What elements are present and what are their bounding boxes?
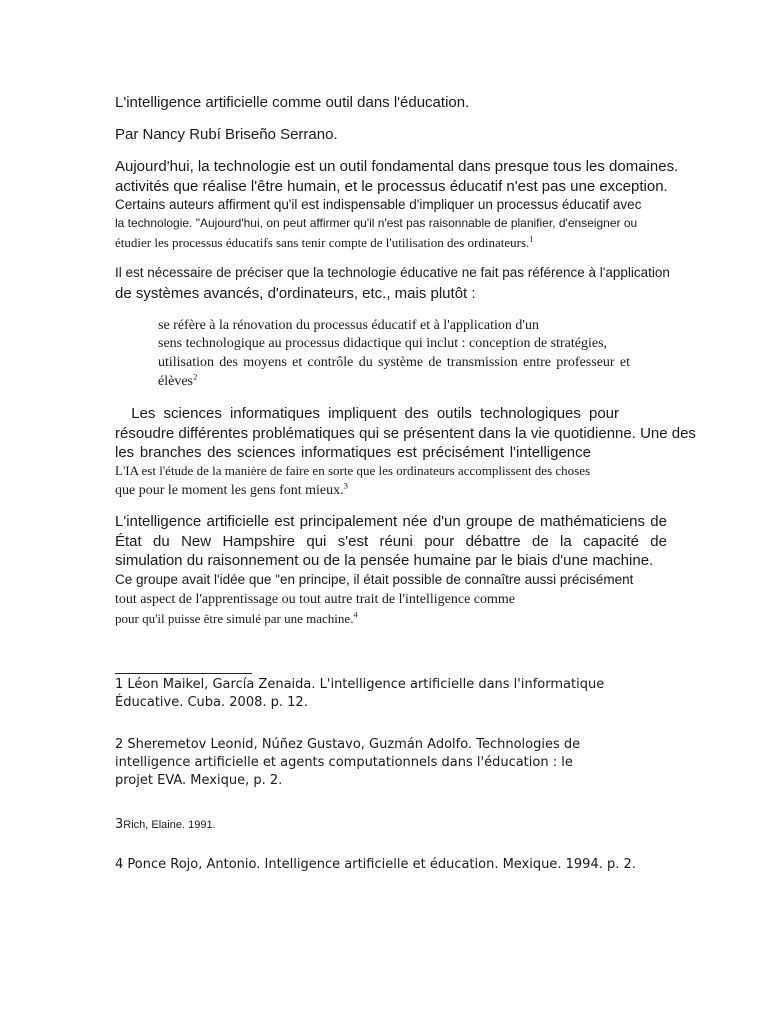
para4-line3: simulation du raisonnement ou de la pensée humaine par le biais d'une machine. <box>115 552 654 569</box>
para1-line2: activités que réalise l'être humain, et le processus éducatif n'est pas une exception. <box>115 178 668 195</box>
para2-line2: de systèmes avancés, d'ordinateurs, etc., mais plutôt : <box>115 285 476 302</box>
para4-line6-text: pour qu'il puisse être simulé par une machine. <box>115 611 354 626</box>
para3-line4: L'IA est l'étude de la manière de faire en sorte que les ordinateurs accomplissent des choses <box>115 463 591 478</box>
para1-line4: la technologie. "Aujourd'hui, on peut affirmer qu'il n'est pas raisonnable de planifier, d'enseigner ou <box>115 216 638 230</box>
para1-line3: Certains auteurs affirment qu'il est indispensable d'impliquer un processus éducatif avec <box>115 197 642 212</box>
footnote-4: 4 Ponce Rojo, Antonio. Intelligence artificielle et éducation. Mexique. 1994. p. 2. <box>115 857 636 872</box>
footnote-ref-3: 3 <box>343 480 348 491</box>
para1-line1: Aujourd'hui, la technologie est un outil fondamental dans presque tous les domaines. <box>115 158 679 175</box>
para1-line5-text: étudier les processus éducatifs sans tenir compte de l'utilisation des ordinateurs. <box>115 235 530 250</box>
para4-line6 <box>115 611 357 627</box>
quote-line1: se réfère à la rénovation du processus éducatif et à l'application d'un <box>158 318 539 333</box>
para2-line1: Il est nécessaire de préciser que la technologie éducative ne fait pas référence à l'application <box>115 265 670 280</box>
author-line: Par Nancy Rubí Briseño Serrano. <box>115 126 338 143</box>
para3-line3: les branches des sciences informatiques est précisément l'intelligence <box>115 444 591 461</box>
para1-line5 <box>115 235 533 251</box>
footnote-3-number: 3 <box>115 817 124 832</box>
footnote-ref-4: 4 <box>353 610 358 620</box>
para4-line1: L'intelligence artificielle est principalement née d'un groupe de mathématiciens de <box>115 513 667 530</box>
quote-line4-text: élèves <box>158 374 193 389</box>
quote-line2: sens technologique au processus didactique qui inclut : conception de stratégies, <box>158 336 608 351</box>
footnote-ref-1: 1 <box>529 234 534 244</box>
para4-line5: tout aspect de l'apprentissage ou tout autre trait de l'intelligence comme <box>115 592 516 607</box>
footnote-3 <box>115 815 216 833</box>
quote-line3: utilisation des moyens et contrôle du système de transmission entre professeur et <box>158 355 630 370</box>
footnote-separator <box>115 673 252 674</box>
footnote-1-line1: 1 Léon Maikel, García Zenaida. L'intelligence artificielle dans l'informatique <box>115 677 605 692</box>
para3-line5-text: que pour le moment les gens font mieux. <box>115 483 344 498</box>
para4-line2: État du New Hampshire qui s'est réuni pour débattre de la capacité de <box>115 533 667 550</box>
footnote-3-text: Rich, Elaine. 1991. <box>123 819 216 831</box>
footnote-2-line2: intelligence artificielle et agents computationnels dans l'éducation : le <box>115 755 573 770</box>
para3-line1: Les sciences informatiques impliquent des outils technologiques pour <box>115 405 619 422</box>
para3-line5 <box>115 480 348 499</box>
footnote-1-line2: Éducative. Cuba. 2008. p. 12. <box>115 695 308 710</box>
para4-line4: Ce groupe avait l'idée que "en principe, il était possible de connaître aussi précisément <box>115 572 634 587</box>
para3-line2: résoudre différentes problématiques qui se présentent dans la vie quotidienne. Une des <box>115 425 696 442</box>
footnote-2-line1: 2 Sheremetov Leonid, Núñez Gustavo, Guzmán Adolfo. Technologies de <box>115 737 581 752</box>
quote-line4 <box>158 371 198 390</box>
footnote-2-line3: projet EVA. Mexique, p. 2. <box>115 773 283 788</box>
footnote-ref-2: 2 <box>192 371 198 382</box>
document-title: L'intelligence artificielle comme outil dans l'éducation. <box>115 94 470 111</box>
